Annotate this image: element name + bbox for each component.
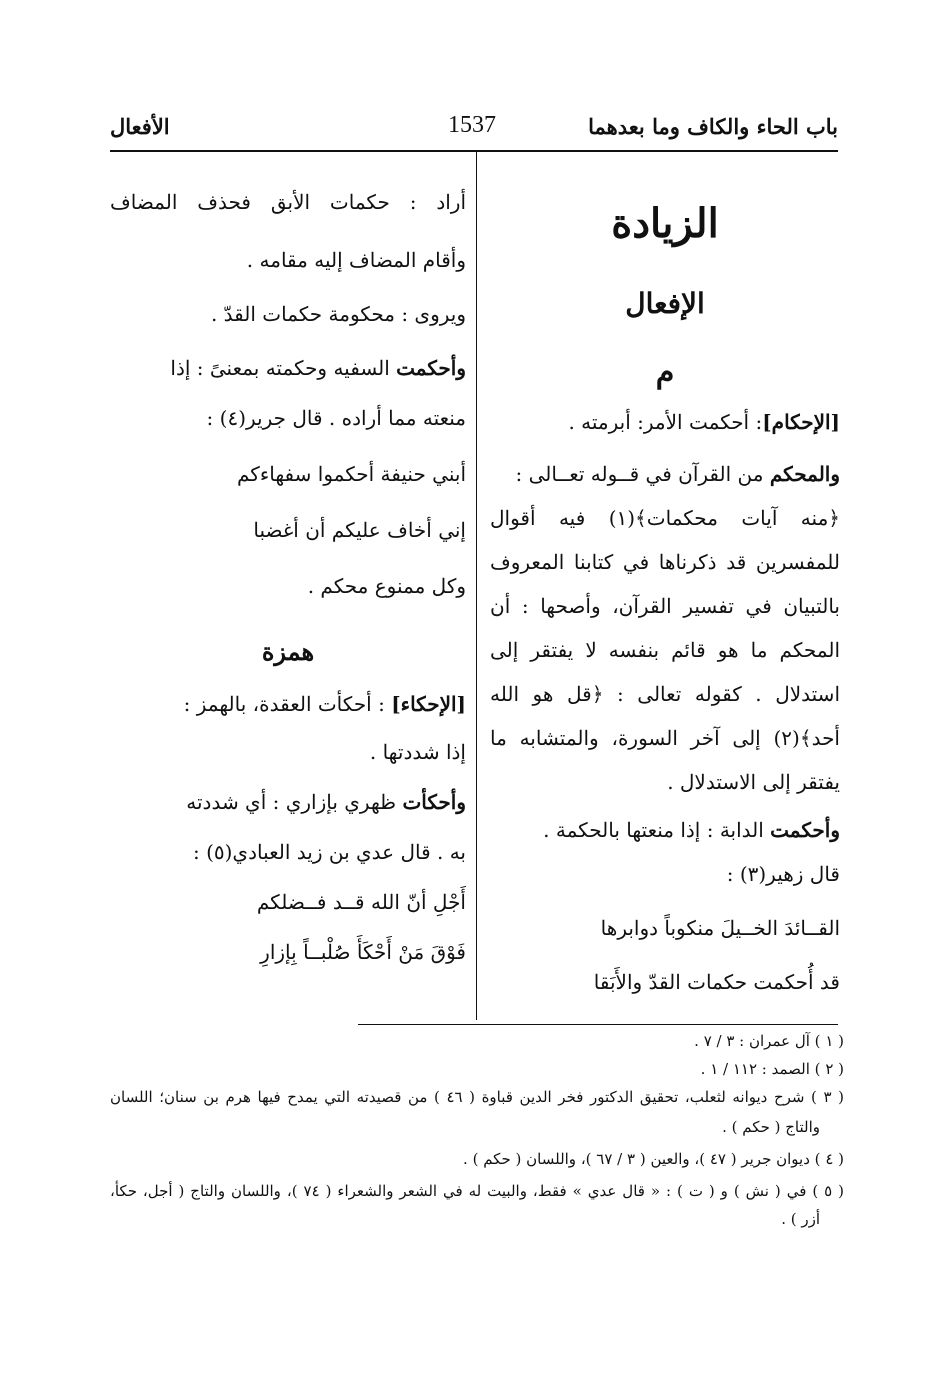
footnote-rule [358,1024,838,1025]
page-header [110,112,838,152]
header-rule [110,150,838,152]
verse-line: إني أخاف عليكم أن أغضبا [253,518,466,542]
entry-line: بالتبيان في تفسير القرآن، وأصحها : أن [490,594,840,618]
entry-line: إذا شددتها . [369,740,466,764]
heading-letter: م [655,355,675,390]
entry-line: [الإحكام]: أحكمت الأمر: أبرمته . [568,410,840,434]
page-number: 1537 [448,112,496,138]
entry-line: وأحكمت السفيه وحكمته بمعنىً : إذا [170,356,466,380]
verse-line: قد أُحكمت حكمات القدّ والأَبَقا [593,970,840,994]
footnote: ( ٢ ) الصمد : ١١٢ / ١ . [700,1060,844,1078]
entry-line: قال زهير(٣) : [726,862,840,886]
entry-line: به . قال عدي بن زيد العبادي(٥) : [192,840,466,864]
heading-ziyada: الزيادة [611,200,719,247]
entry-line: والمحكم من القرآن في قــوله تعــالى : [515,462,840,486]
entry-line: ﴿منه آيات محكمات﴾(١) فيه أقوال [490,506,840,530]
footnote: ( ٤ ) ديوان جرير ( ٤٧ )، والعين ( ٣ / ٦٧ )، واللسان ( حكم ) . [463,1150,844,1168]
entry-line: وأحكأت ظهري بإزاري : أي شددته [186,790,466,814]
footnote: ( ٥ ) في ( نش ) و ( ت ) : « قال عدي » فقط، والبيت له في الشعر والشعراء ( ٧٤ )، واللسان والتاج ( أجل، حكأ، [110,1182,844,1200]
entry-line: يفتقر إلى الاستدلال . [667,770,840,794]
heading-hamza: همزة [261,637,315,666]
footnote-continuation: أزر ) . [781,1210,820,1228]
entry-line: ويروى : محكومة حكمات القدّ . [210,302,466,326]
entry-line: وأقام المضاف إليه مقامه . [246,248,466,272]
column-divider [476,152,477,1020]
entry-line: أحد﴾(٢) إلى آخر السورة، والمتشابه ما [490,726,840,750]
footnote: ( ٣ ) شرح ديوانه لثعلب، تحقيق الدكتور فخر الدين قباوة ( ٤٦ ) من قصيدته التي يمدح فيها هرم بن سنان؛ اللسان [110,1088,844,1106]
verse-line: فَوْقَ مَنْ أَحْكَأَ صُلْبــاً بِإزارِ [260,940,466,964]
entry-line: أراد : حكمات الأبق فحذف المضاف [110,190,466,214]
entry-line: المحكم ما هو قائم بنفسه لا يفتقر إلى [490,638,840,662]
entry-line: للمفسرين قد ذكرناها في كتابنا المعروف [490,550,840,574]
entry-line: وكل ممنوع محكم . [307,574,466,598]
entry-line: وأحكمت الدابة : إذا منعتها بالحكمة . [543,818,840,842]
entry-line: استدلال . كقوله تعالى : ﴿قل هو الله [490,682,840,706]
verse-line: أَجْلِ أنّ الله قــد فــضلكم [256,890,466,914]
entry-line: منعته مما أراده . قال جرير(٤) : [206,406,466,430]
header-section-title: الأفعال [110,114,170,139]
footnote-continuation: والتاج ( حكم ) . [722,1118,820,1136]
verse-line: أبني حنيفة أحكموا سفهاءكم [236,462,466,486]
verse-line: القــائدَ الخــيلَ منكوباً دوابرها [600,916,840,940]
header-chapter-title: باب الحاء والكاف وما بعدهما [588,114,838,139]
entry-line: [الإحكاء] : أحكأت العقدة، بالهمز : [183,692,466,716]
heading-ifal: الإفعال [625,287,705,320]
footnote: ( ١ ) آل عمران : ٣ / ٧ . [694,1032,844,1050]
